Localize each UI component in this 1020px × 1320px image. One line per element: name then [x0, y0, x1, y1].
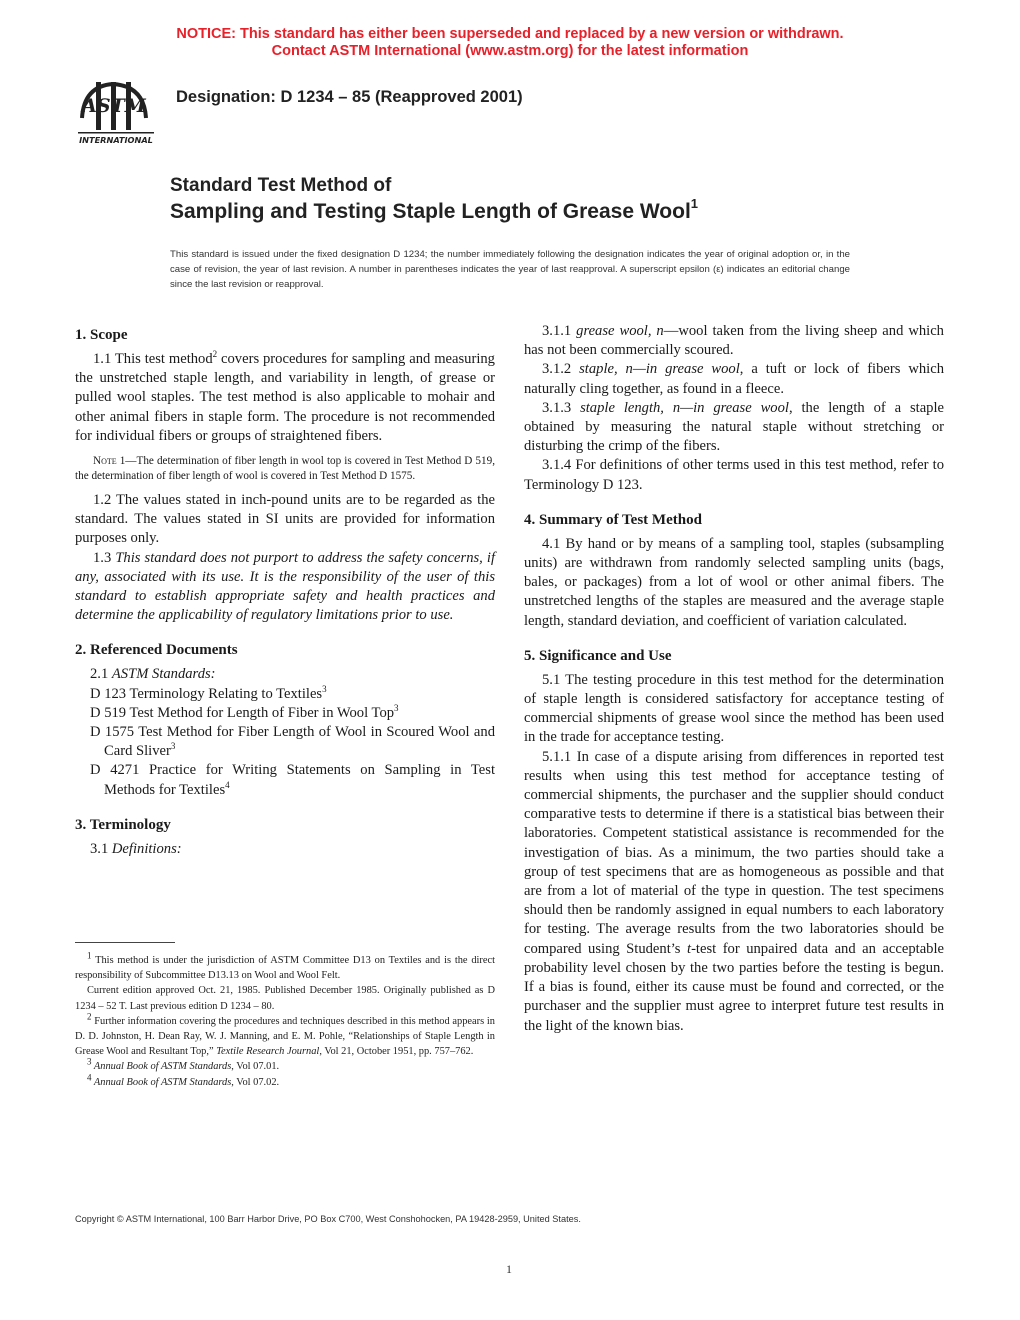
footnote-2: $^2$ Further information covering the procedures and techniques described in this method appears in D. D. Johnston, H. Dean Ray, W. J. Manning, and E. M. Pohle, “Relationships of Staple Length in Grease Wool and Resultant Top,” Textile Research Journal, Vol 21, October 1951, pp. 757–762.	[75, 1011, 495, 1058]
logo-text: ASTM	[82, 95, 146, 117]
reference-item: D 123 Terminology Relating to Textiles$^3$	[90, 683, 327, 702]
designation: Designation: D 1234 – 85 (Reapproved 2001)	[176, 88, 523, 106]
astm-logo	[68, 78, 160, 148]
definition-3-1-3: 3.1.3 staple length, n—in grease wool, the length of a staple obtained by measuring the natural staple without stretching or disturbing the crimp of the fibers.	[524, 399, 945, 455]
para-5-1: 5.1 The testing procedure in this test method for the determination of staple length is considered satisfactory for acceptance testing of commercial shipments of grease wool since the method has been used in the trade for acceptance testing.	[524, 671, 944, 746]
summary-heading: 4. Summary of Test Method	[524, 511, 702, 528]
definition-3-1-4: 3.1.4 For definitions of other terms used in this test method, refer to Terminology D 123.	[524, 457, 944, 493]
para-1-3: 1.3 This standard does not purport to address the safety concerns, if any, associated with its use. It is the responsibility of the user of this standard to establish appropriate safety and health practices and determine the applicability of regulatory limitations prior to use.	[75, 549, 495, 624]
definition-3-1-2: 3.1.2 staple, n—in grease wool, a tuft or lock of fibers which naturally cling together, as found in a fleece.	[524, 361, 945, 397]
para-4-1: 4.1 By hand or by means of a sampling tool, staples (subsampling units) are withdrawn from randomly selected sampling units (bags, bales, or packages) from a lot of wool or other animal fibers. The unstretched lengths of the staples are measured and the average staple length, standard deviation, and coefficient of variation calculated.	[524, 535, 944, 629]
definition-3-1-1: 3.1.1 grease wool, n—wool taken from the living sheep and which has not been commercially scoured.	[524, 323, 944, 359]
logo-subtext: INTERNATIONAL	[79, 135, 153, 145]
left-column	[75, 322, 495, 859]
page-number: 1	[506, 1262, 512, 1276]
right-column	[524, 322, 944, 1036]
para-1-2: 1.2 The values stated in inch-pound units are to be regarded as the standard. The values stated in SI units are provided for information purposes only.	[75, 492, 495, 547]
scope-heading: 1. Scope	[75, 327, 128, 343]
issuance-statement: This standard is issued under the fixed designation D 1234; the number immediately following the designation indicates the year of original adoption or, in the case of revision, the year of last revision. A number in parentheses indicates the year of last reapproval. A superscript epsilon (ε) indicates an editorial change since the last revision or reapproval.	[170, 249, 850, 290]
para-2-1: 2.1 ASTM Standards:	[90, 666, 216, 683]
title-line-2: Sampling and Testing Staple Length of Grease Wool$^1$	[170, 196, 699, 223]
reference-item: D 4271 Practice for Writing Statements on Sampling in Test Methods for Textiles$^4$	[90, 762, 495, 798]
note-1: Note 1—The determination of fiber length in wool top is covered in Test Method D 519, the determination of fiber length of wool is covered in Test Method D 1575.	[75, 455, 495, 482]
document-title	[170, 174, 950, 226]
para-3-1: 3.1 Definitions:	[90, 840, 182, 857]
reference-item: D 1575 Test Method for Fiber Length of Wool in Scoured Wool and Card Sliver$^3$	[90, 724, 495, 760]
footnote-rule	[75, 942, 175, 943]
para-1-1: 1.1 This test method$^2$ covers procedures for sampling and measuring the unstretched staple length, and variability in length, of grease or pulled wool staples. The test method is also applicable to mohair and other animal fibers in staple form. The procedure is not recommended for individual fibers or groups of straightened fibers.	[75, 349, 495, 444]
footnotes	[75, 950, 495, 1090]
para-5-1-1: 5.1.1 In case of a dispute arising from differences in reported test results when using this test method for acceptance testing of commercial shipments, the purchaser and the supplier should conduct comparative tests to determine if there is a statistical bias between their laboratories. Competent statistical assistance is recommended for the investigation of bias. As a minimum, the two parties should take a group of test specimens that are as homogeneous as possible and that are from a lot of material of the type in question. The test specimens should then be randomly assigned in equal numbers to each laboratory for testing. The average results from the two laboratories should be compared using Student’s t-test for unpaired data and an acceptable probability level chosen by the two parties before the testing is begun. If a bias is found, either its cause must be found and corrected, or the purchaser and the supplier must agree to interpret future test results in the light of the known bias.	[524, 748, 944, 1034]
significance-heading: 5. Significance and Use	[524, 647, 672, 664]
referenced-documents-heading: 2. Referenced Documents	[75, 642, 238, 659]
footnote-4: $^4$ Annual Book of ASTM Standards, Vol 07.02.	[87, 1072, 280, 1088]
notice-banner	[0, 26, 1020, 60]
title-footnote-ref: 1	[690, 196, 699, 211]
footnote-1: $^1$ This method is under the jurisdiction of ASTM Committee D13 on Textiles and is the direct responsibility of Subcommittee D13.13 on Wool and Wool Felt.	[75, 950, 495, 982]
notice-line-1: NOTICE: This standard has either been superseded and replaced by a new version or withdrawn.	[176, 26, 844, 42]
copyright-line: Copyright © ASTM International, 100 Barr Harbor Drive, PO Box C700, West Conshohocken, PA 19428-2959, United States.	[75, 1214, 581, 1224]
footnote-3: $^3$ Annual Book of ASTM Standards, Vol 07.01.	[87, 1056, 280, 1073]
footnote-1-edition: Current edition approved Oct. 21, 1985. Published December 1985. Originally published as D 1234 – 52 T. Last previous edition D 1234 – 80.	[75, 985, 495, 1012]
terminology-heading: 3. Terminology	[75, 816, 171, 833]
reference-list	[75, 685, 495, 800]
reference-item: D 519 Test Method for Length of Fiber in Wool Top$^3$	[90, 702, 399, 721]
notice-line-2: Contact ASTM International (www.astm.org) for the latest information	[271, 43, 749, 59]
title-line-1: Standard Test Method of	[170, 175, 392, 196]
